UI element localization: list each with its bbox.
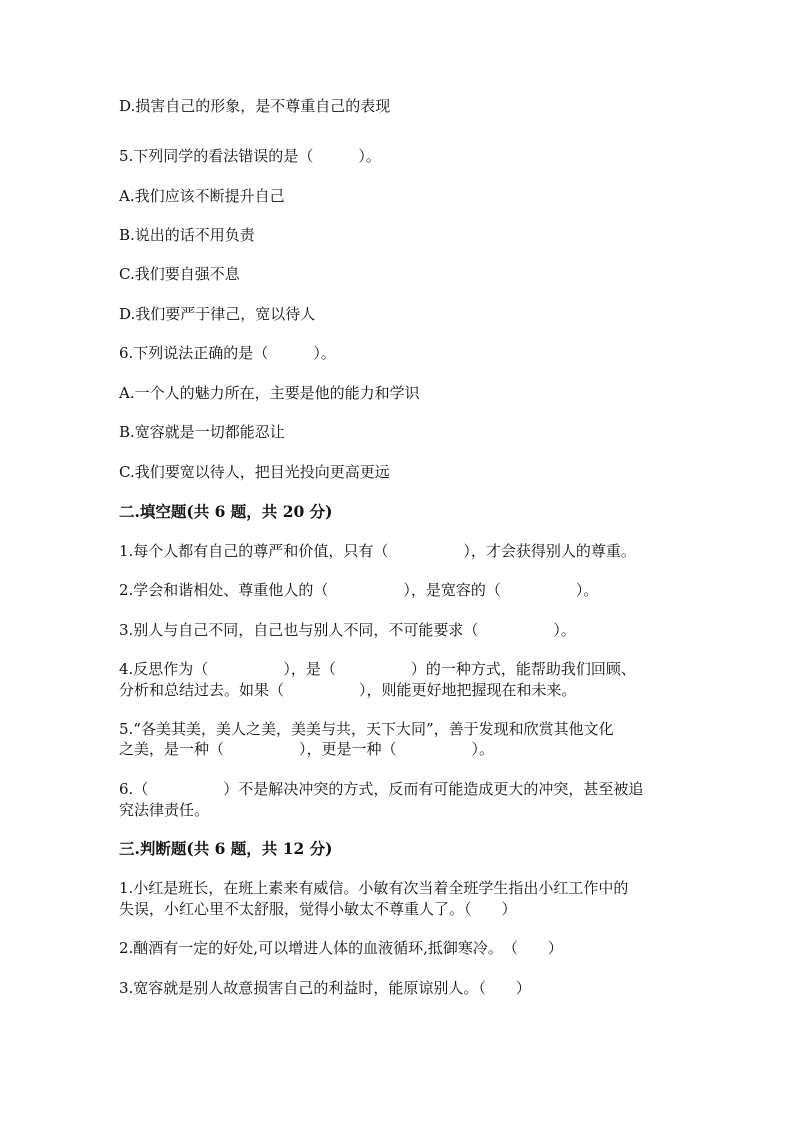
q5-option-b: B.说出的话不用负责 [119,226,255,244]
fill-q4-line1: 4.反思作为（ ），是（ ）的一种方式，能帮助我们回顾、 [119,660,636,678]
fill-q4-line2: 分析和总结过去。如果（ ），则能更好地把握现在和未来。 [119,681,577,699]
q5-option-a: A.我们应该不断提升自己 [119,187,285,205]
q5-option-d: D.我们要严于律己，宽以待人 [119,305,316,323]
q6-option-a: A.一个人的魅力所在，主要是他的能力和学识 [119,384,420,402]
section-3-title: 三.判断题(共 6 题，共 12 分) [119,839,333,858]
fill-q1: 1.每个人都有自己的尊严和价值，只有（ ），才会获得别人的尊重。 [119,542,636,560]
fill-q5-line2: 之美，是一种（ ），更是一种（ ）。 [119,740,495,758]
judge-q1-line2: 失误，小红心里不太舒服，觉得小敏太不尊重人了。（ ） [119,900,517,918]
section-2-title: 二.填空题(共 6 题，共 20 分) [119,502,333,521]
fill-q3: 3.别人与自己不同，自己也与别人不同，不可能要求（ ）。 [119,621,576,639]
fill-q5-line1: 5.“各美其美，美人之美，美美与共，天下大同”，善于发现和欣赏其他文化 [119,720,614,738]
fill-q2: 2.学会和谐相处、尊重他人的（ ），是宽容的（ ）。 [119,581,599,599]
judge-q1-line1: 1.小红是班长，在班上素来有威信。小敏有次当着全班学生指出小红工作中的 [119,879,629,897]
q5-stem: 5.下列同学的看法错误的是（ ）。 [119,147,381,165]
judge-q3: 3.宽容就是别人故意损害自己的利益时，能原谅别人。（ ） [119,979,531,997]
q6-option-b: B.宽容就是一切都能忍让 [119,423,285,441]
q5-option-c: C.我们要自强不息 [119,265,240,283]
q6-stem: 6.下列说法正确的是（ ）。 [119,344,336,362]
q4-option-d: D.损害自己的形象，是不尊重自己的表现 [119,97,391,115]
judge-q2: 2.酗酒有一定的好处,可以增进人体的血液循环,抵御寒冷。 （ ） [119,939,563,957]
q6-option-c: C.我们要宽以待人，把目光投向更高更远 [119,463,390,481]
fill-q6-line2: 究法律责任。 [119,801,210,819]
fill-q6-line1: 6.（ ）不是解决冲突的方式，反而有可能造成更大的冲突，甚至被追 [119,780,644,798]
